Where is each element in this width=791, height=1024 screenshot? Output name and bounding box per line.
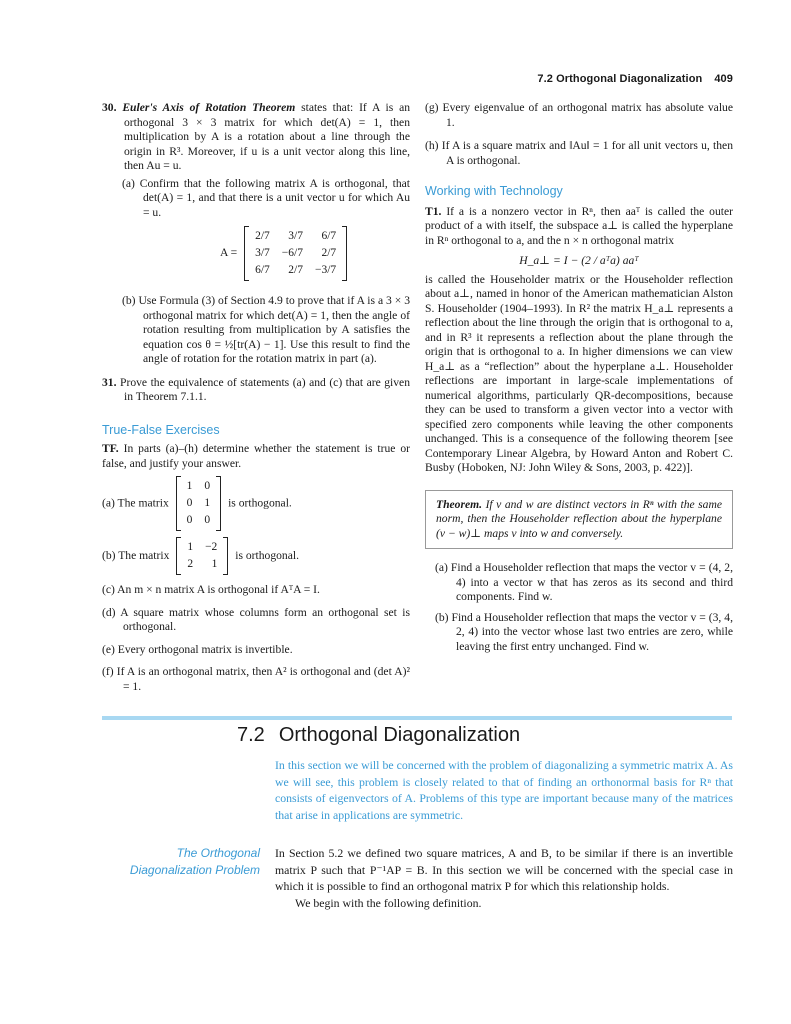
body-paragraph-2: We begin with the following definition. — [295, 895, 482, 910]
tf-b — [102, 537, 410, 575]
matrix-row — [249, 245, 342, 262]
margin-heading: The Orthogonal Diagonalization Problem — [129, 846, 260, 877]
matrix-entry: −3/7 — [314, 264, 337, 276]
section-title-text: Orthogonal Diagonalization — [278, 724, 521, 746]
matrix-A-label: A = — [220, 246, 238, 260]
matrix-entry: 0 — [186, 497, 193, 509]
t1-continuation: is called the Householder matrix or the Householder reflection about a⊥, named in honor of the American mathematician Alston S. Householder (1904–1993). In R² the matrix H_a⊥ represents a reflection about the line through the origin that is orthogonal to a, and in R³ it represents a reflection about the plane through the origin that is orthogonal to a. In higher dimensions we can view H_a⊥ as a “reflection” about the hyperplane a⊥. Householder reflections are important in large-scale implementations of numerical algorithms, particularly QR-decompositions, because they can be used to transform a given vector into a vector with specified zero components while leaving the other components unchanged. This is a consequence of the following theorem [see Contemporary Linear Algebra, by Howard Anton and Robert C. Busby (Hoboken, NJ: John Wiley & Sons, 2003, p. 422)]. — [425, 272, 733, 474]
tf-f: (f) If A is an orthogonal matrix, then A² is orthogonal and (det A)² = 1. — [102, 665, 410, 693]
matrix-entry: 1 — [211, 558, 218, 570]
tf-a-pre: (a) The matrix — [102, 496, 169, 510]
tf-b-matrix — [176, 537, 228, 575]
exercise-30a: (a) Confirm that the following matrix A is orthogonal, that det(A) = 1, and that there is a unit vector u for which Au = u. — [122, 176, 410, 219]
running-header — [537, 72, 733, 87]
matrix-row — [249, 228, 342, 245]
tf-label: TF. — [102, 442, 119, 455]
matrix-entry: 6/7 — [321, 230, 337, 242]
tf-b-post: is orthogonal. — [235, 548, 299, 562]
section-divider — [102, 716, 732, 720]
exercise-30-title: Euler's Axis of Rotation Theorem — [122, 101, 296, 114]
section-intro: In this section we will be concerned with the problem of diagonalizing a symmetric matrix A. As we will see, this problem is closely related to that of finding an orthonormal basis for Rⁿ that consists of eigenvectors of A. Problems of this type are important because many of the matrices that arise in applications are symmetric. — [275, 758, 733, 822]
section-body — [275, 845, 733, 911]
theorem-box — [425, 490, 733, 550]
matrix-entry: 3/7 — [288, 230, 303, 242]
exercise-30-text: states that: If A is an orthogonal 3 × 3 matrix for which det(A) = 1, then multiplication by A is a rotation about a line through the origin in R³. Moreover, if u is a unit vector along this line, then Au = u. — [124, 101, 411, 172]
tf-e: (e) Every orthogonal matrix is invertible. — [102, 642, 293, 656]
right-column — [425, 101, 733, 654]
matrix-entry: 2/7 — [288, 264, 303, 276]
theorem — [436, 498, 722, 542]
exercise-30b: (b) Use Formula (3) of Section 4.9 to prove that if A is a 3 × 3 orthogonal matrix for which det(A) = 1, then the angle of rotation resulting from multiplication by A satisfies the equation cos θ = ½[tr(A) − 1]. Use this result to find the angle of rotation for the rotation matrix in part (a). — [122, 294, 410, 365]
exercise-30-number: 30. — [102, 101, 117, 114]
tf-intro-text: In parts (a)–(h) determine whether the statement is true or false, and justify your answer. — [102, 442, 410, 470]
matrix-entry: −2 — [205, 541, 218, 553]
tf-a — [102, 476, 410, 531]
matrix-A-block — [220, 226, 410, 288]
tf-d: (d) A square matrix whose columns form an orthogonal set is orthogonal. — [102, 605, 410, 633]
matrix-entry: −6/7 — [281, 247, 303, 259]
left-column — [102, 101, 410, 694]
exercise-t1a: (a) Find a Householder reflection that maps the vector v = (4, 2, 4) into a vector w that has zeros as its second and third components. Find w. — [435, 561, 733, 603]
header-section-title: 7.2 Orthogonal Diagonalization — [537, 73, 703, 85]
matrix-row — [181, 556, 223, 573]
section-number: 7.2 — [237, 724, 265, 746]
exercise-31-number: 31. — [102, 375, 117, 389]
t1-text: If a is a nonzero vector in Rⁿ, then aaᵀ is called the outer product of a with itself, the subspace a⊥ is called the hyperplane in Rⁿ orthogonal to a, and the n × n orthogonal matrix — [425, 204, 733, 247]
matrix-entry: 1 — [186, 480, 193, 492]
tf-a-matrix-table — [181, 478, 217, 529]
matrix-row — [181, 478, 217, 495]
matrix-A — [244, 226, 347, 281]
tf-a-matrix — [176, 476, 222, 531]
matrix-entry: 0 — [186, 514, 193, 526]
exercise-31 — [102, 376, 410, 405]
matrix-A-table — [249, 228, 342, 279]
tf-b-pre: (b) The matrix — [102, 548, 170, 562]
matrix-row — [249, 262, 342, 279]
body-paragraph-1: In Section 5.2 we defined two square matrices, A and B, to be similar if there is an invertible matrix P such that P⁻¹AP = B. In this section we will be concerned with the special case in which it is possible to find an orthogonal matrix P for which this relationship holds. — [275, 846, 733, 893]
tf-g: (g) Every eigenvalue of an orthogonal matrix has absolute value 1. — [425, 101, 733, 129]
matrix-entry: 0 — [204, 480, 211, 492]
exercise-t1b: (b) Find a Householder reflection that maps the vector v = (3, 4, 2, 4) into the vector whose last two entries are zero, while leaving the first entry unchanged. Find w. — [435, 610, 733, 653]
matrix-entry: 2/7 — [255, 230, 270, 242]
theorem-text: If v and w are distinct vectors in Rⁿ with the same norm, then the Householder reflection about the hyperplane (v − w)⊥ maps v into w and conversely. — [436, 497, 722, 540]
tf-b-matrix-table — [181, 539, 223, 573]
theorem-label: Theorem. — [436, 497, 483, 511]
exercise-t1 — [425, 205, 733, 249]
technology-heading: Working with Technology — [425, 184, 563, 198]
tf-h: (h) If A is a square matrix and ‖Au‖ = 1 for all unit vectors u, then A is orthogonal. — [425, 139, 733, 167]
matrix-row — [181, 512, 217, 529]
matrix-entry: 3/7 — [255, 247, 270, 259]
matrix-row — [181, 539, 223, 556]
matrix-entry: 1 — [187, 541, 194, 553]
matrix-entry: 2/7 — [321, 247, 337, 259]
matrix-entry: 0 — [204, 514, 211, 526]
tf-intro — [102, 442, 410, 471]
matrix-row — [181, 495, 217, 512]
true-false-heading: True-False Exercises — [102, 422, 220, 437]
householder-formula: H_a⊥ = I − (2 / aᵀa) aaᵀ — [519, 254, 639, 267]
tf-c: (c) An m × n matrix A is orthogonal if AᵀA = I. — [102, 583, 320, 596]
section-title — [237, 724, 521, 746]
matrix-entry: 2 — [187, 558, 194, 570]
tf-a-post: is orthogonal. — [228, 496, 292, 510]
exercise-31-text: Prove the equivalence of statements (a) and (c) that are given in Theorem 7.1.1. — [120, 375, 410, 403]
exercise-30 — [102, 101, 410, 174]
t1-label: T1. — [425, 204, 442, 218]
matrix-entry: 6/7 — [255, 264, 270, 276]
page-number: 409 — [714, 73, 733, 85]
matrix-entry: 1 — [204, 497, 211, 509]
